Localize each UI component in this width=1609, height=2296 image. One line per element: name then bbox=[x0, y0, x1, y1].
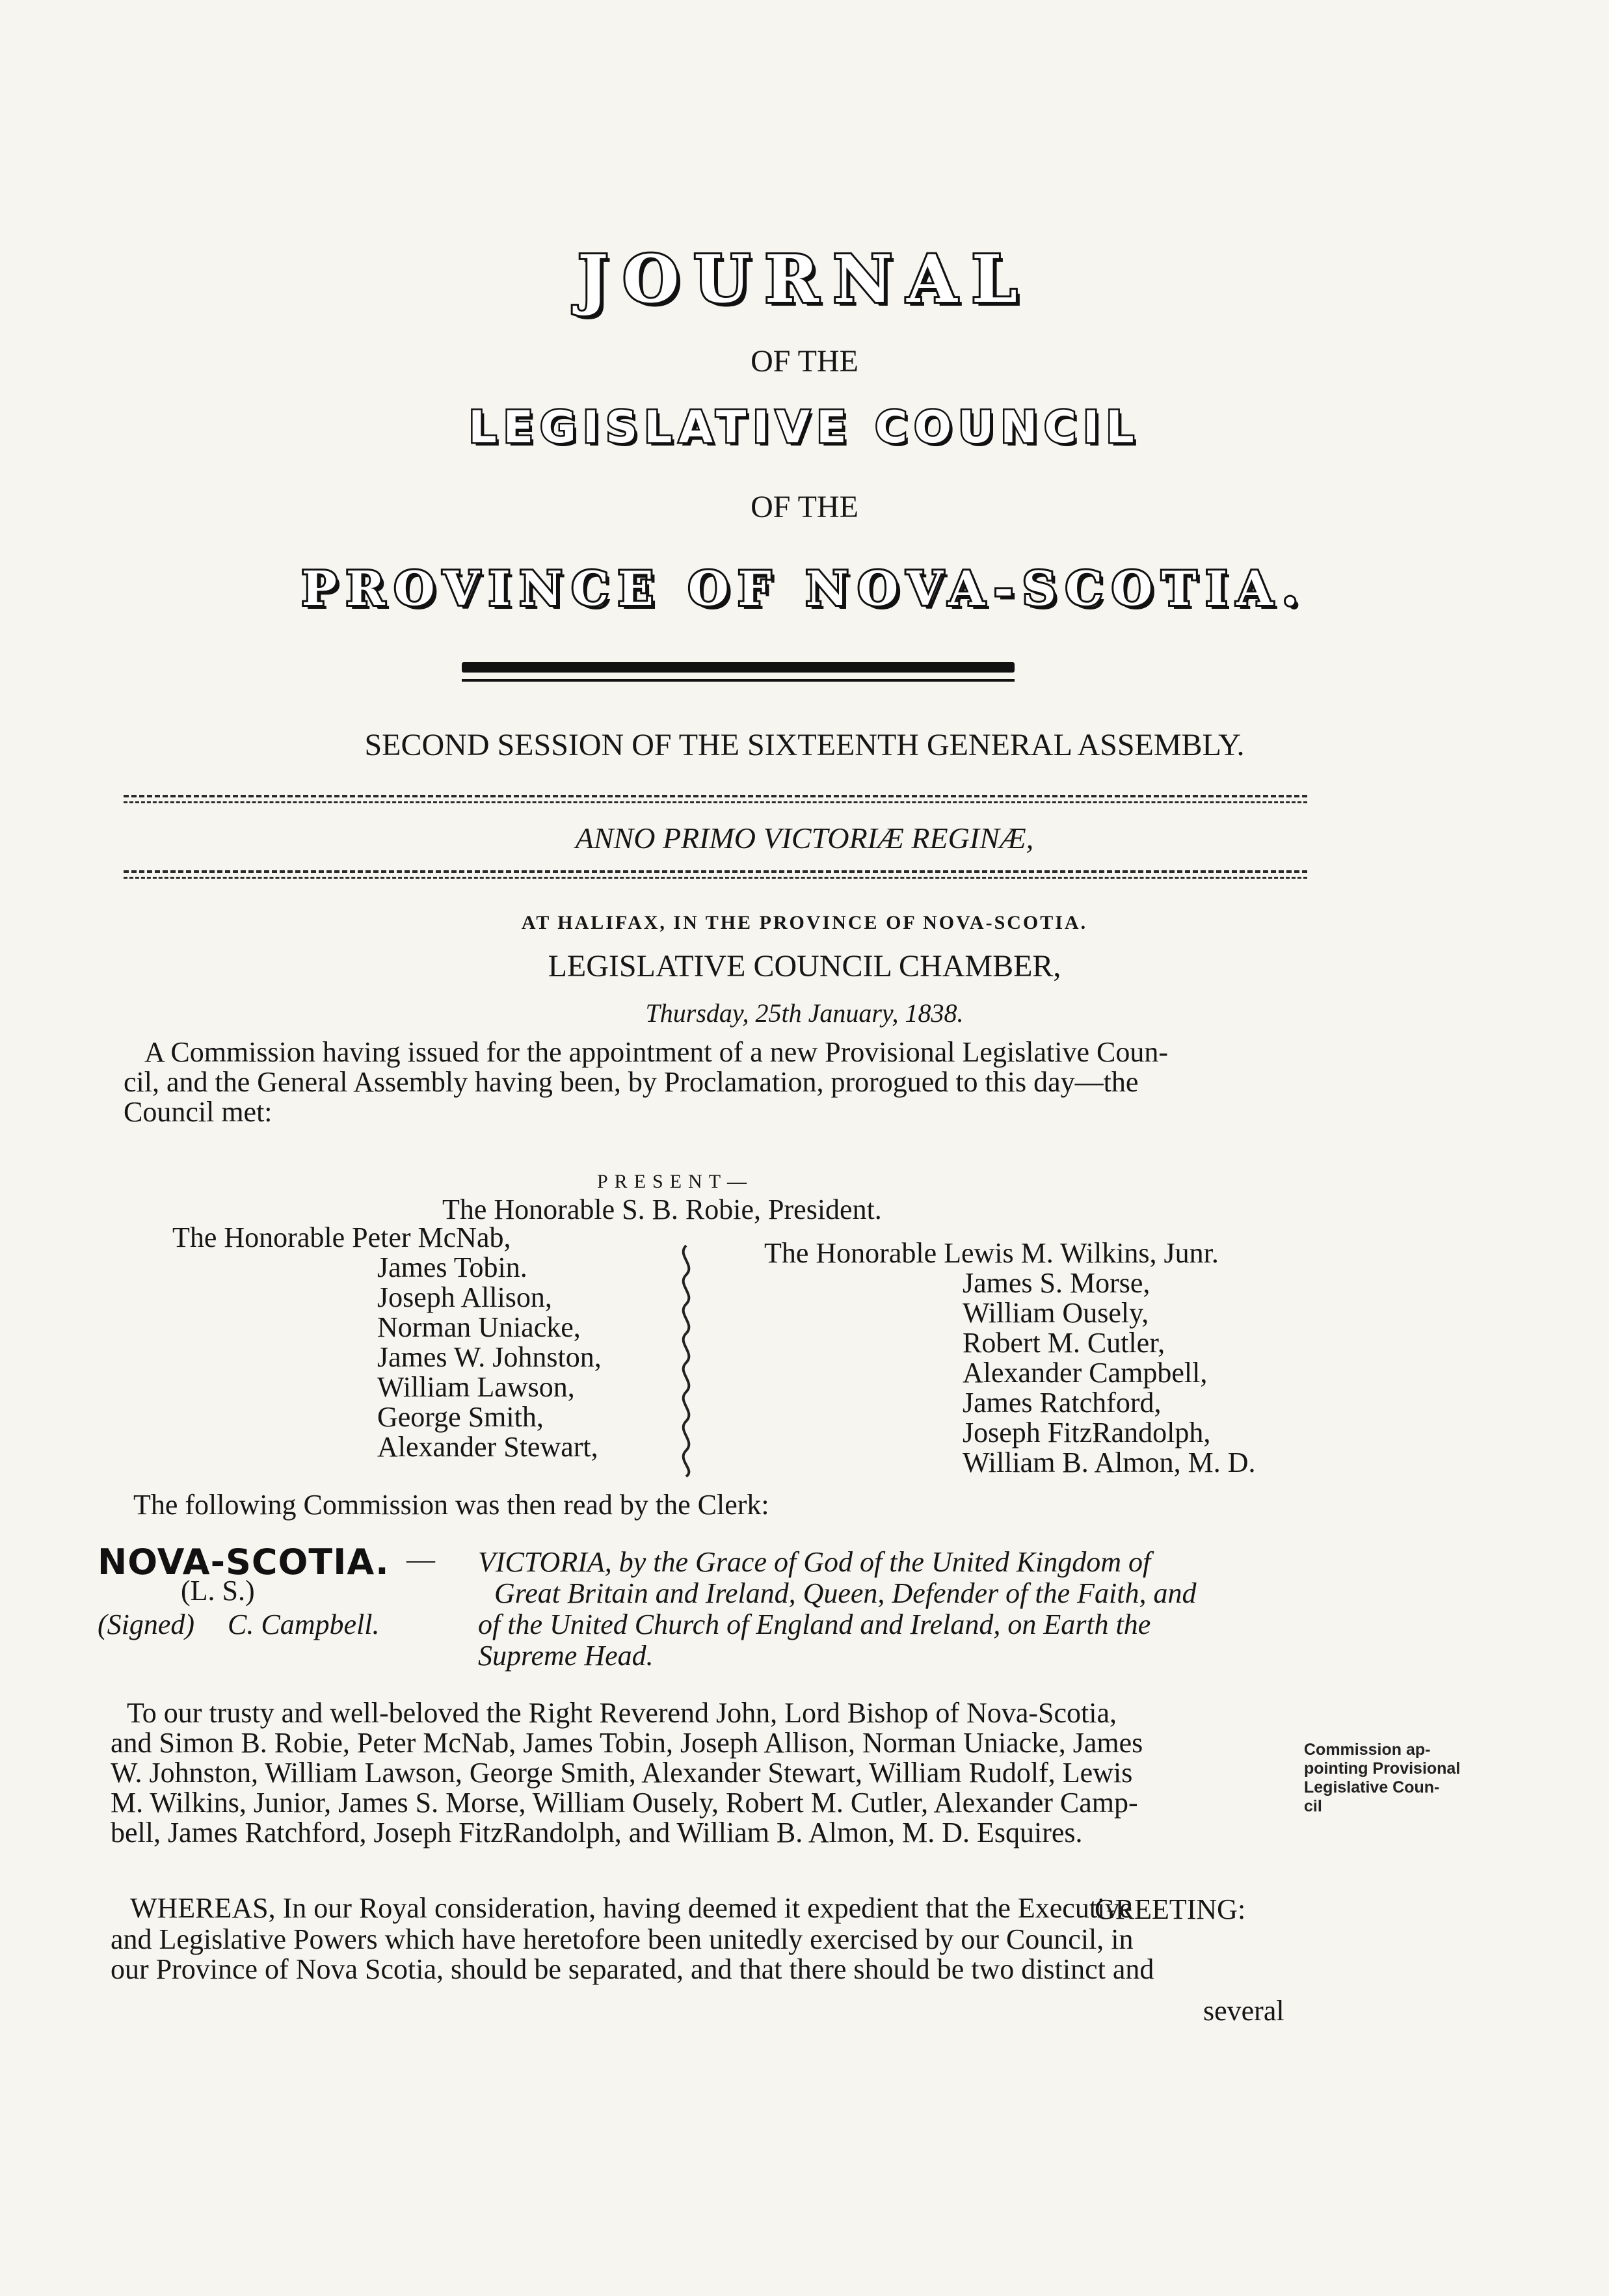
present-right-item: Robert M. Cutler, bbox=[963, 1327, 1165, 1359]
catchword: several bbox=[1203, 1995, 1284, 2027]
present-left-item: George Smith, bbox=[377, 1401, 544, 1433]
present-left-item: William Lawson, bbox=[377, 1371, 575, 1403]
present-right-item: Alexander Campbell, bbox=[963, 1357, 1208, 1389]
margin-note bbox=[1304, 1741, 1460, 1816]
present-right-item: Joseph FitzRandolph, bbox=[963, 1417, 1211, 1448]
margin-note-line: pointing Provisional bbox=[1304, 1759, 1461, 1778]
present-left-item: James Tobin. bbox=[377, 1251, 527, 1283]
brace-ornament bbox=[673, 1239, 699, 1480]
present-right-item: William B. Almon, M. D. bbox=[963, 1447, 1256, 1478]
date-line: Thursday, 25th January, 1838. bbox=[645, 998, 964, 1028]
nova-scotia-heading: NOVA-SCOTIA. bbox=[98, 1542, 390, 1582]
present-left-list bbox=[172, 1223, 511, 1253]
title-rule-thin bbox=[462, 679, 1015, 682]
margin-note-line: Commission ap- bbox=[1304, 1741, 1431, 1759]
of-the-line-2: OF THE bbox=[751, 490, 858, 524]
margin-note-line: cil bbox=[1304, 1797, 1322, 1815]
present-label: PRESENT— bbox=[597, 1171, 754, 1192]
present-left-item: Alexander Stewart, bbox=[377, 1431, 598, 1463]
province-title: PROVINCE OF NOVA-SCOTIA. bbox=[301, 561, 1308, 616]
present-right-item: The Honorable Lewis M. Wilkins, Junr. bbox=[764, 1237, 1219, 1269]
signed-name: C. Campbell. bbox=[228, 1609, 380, 1640]
council-title: LEGISLATIVE COUNCIL bbox=[468, 402, 1141, 453]
present-left-item: James W. Johnston, bbox=[377, 1341, 602, 1373]
commission-read-line: The following Commission was then read by the Clerk: bbox=[133, 1489, 769, 1521]
address-line-2: and Simon B. Robie, Peter McNab, James Tobin, Joseph Allison, Norman Uniacke, James bbox=[111, 1727, 1143, 1759]
proclamation-line-4: Supreme Head. bbox=[478, 1640, 654, 1672]
present-right-list-cont bbox=[963, 1268, 1255, 1478]
chamber-line: LEGISLATIVE COUNCIL CHAMBER, bbox=[548, 949, 1061, 983]
of-the-line-1: OF THE bbox=[751, 344, 858, 379]
dashed-rule-bottom bbox=[124, 870, 1307, 873]
address-line-1: To our trusty and well-beloved the Right Reverend John, Lord Bishop of Nova-Scotia, bbox=[127, 1697, 1117, 1729]
journal-title: JOURNAL bbox=[577, 241, 1032, 317]
address-line-5: bell, James Ratchford, Joseph FitzRandolph, and William B. Almon, M. D. Esquires. bbox=[111, 1817, 1083, 1849]
proclamation-line-2: Great Britain and Ireland, Queen, Defender of the Faith, and bbox=[494, 1577, 1197, 1609]
whereas-line-2: and Legislative Powers which have heretofore been unitedly exercised by our Council, in bbox=[111, 1923, 1134, 1955]
place-line: AT HALIFAX, IN THE PROVINCE OF NOVA-SCOTIA. bbox=[521, 912, 1088, 933]
anno-heading: ANNO PRIMO VICTORIÆ REGINÆ, bbox=[575, 821, 1034, 855]
address-line-4: M. Wilkins, Junior, James S. Morse, William Ousely, Robert M. Cutler, Alexander Camp- bbox=[111, 1787, 1138, 1819]
present-left-list-cont bbox=[377, 1253, 602, 1462]
proclamation-line-3: of the United Church of England and Ireland, on Earth the bbox=[478, 1609, 1151, 1640]
whereas-line-1: WHEREAS, In our Royal consideration, having deemed it expedient that the Executive bbox=[130, 1892, 1132, 1924]
present-right-list bbox=[764, 1238, 1219, 1268]
signed-label: (Signed) bbox=[98, 1609, 195, 1640]
whereas-line-3: our Province of Nova Scotia, should be separated, and that there should be two distinct and bbox=[111, 1953, 1154, 1985]
present-left-item: Norman Uniacke, bbox=[377, 1311, 581, 1343]
intro-line-3: Council met: bbox=[124, 1096, 273, 1128]
dashed-rule-top-2 bbox=[124, 801, 1307, 803]
proclamation-line-1: VICTORIA, by the Grace of God of the United Kingdom of bbox=[478, 1546, 1151, 1578]
title-rule-heavy bbox=[462, 662, 1015, 673]
present-right-item: James Ratchford, bbox=[963, 1387, 1162, 1419]
present-left-item: The Honorable Peter McNab, bbox=[172, 1221, 511, 1253]
session-heading: SECOND SESSION OF THE SIXTEENTH GENERAL ASSEMBLY. bbox=[364, 728, 1245, 762]
president-line: The Honorable S. B. Robie, President. bbox=[442, 1194, 882, 1225]
present-left-item: Joseph Allison, bbox=[377, 1281, 552, 1313]
dashed-rule-top bbox=[124, 795, 1307, 797]
greeting: GREETING: bbox=[1095, 1893, 1246, 1925]
dashed-rule-bottom-2 bbox=[124, 877, 1307, 879]
ls-seal-label: (L. S.) bbox=[181, 1575, 255, 1607]
address-line-3: W. Johnston, William Lawson, George Smith, Alexander Stewart, William Rudolf, Lewis bbox=[111, 1757, 1133, 1789]
present-right-item: James S. Morse, bbox=[963, 1267, 1150, 1299]
margin-note-line: Legislative Coun- bbox=[1304, 1778, 1440, 1796]
intro-line-1: A Commission having issued for the appointment of a new Provisional Legislative Coun- bbox=[144, 1036, 1169, 1068]
proclamation-dash: — bbox=[406, 1543, 435, 1575]
present-right-item: William Ousely, bbox=[963, 1297, 1149, 1329]
intro-line-2: cil, and the General Assembly having been, by Proclamation, prorogued to this day—the bbox=[124, 1066, 1139, 1098]
